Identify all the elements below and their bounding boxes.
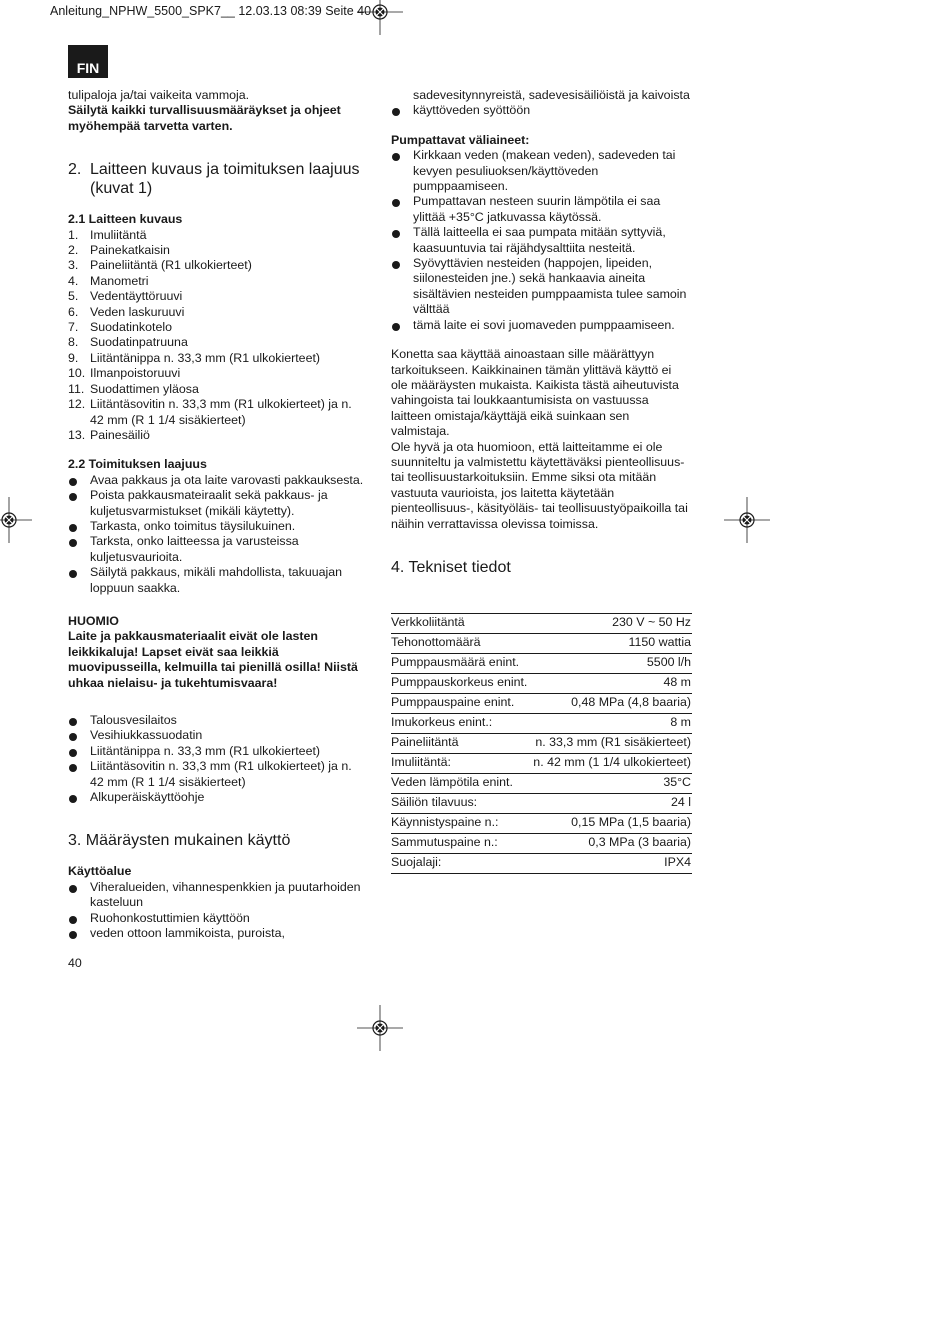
spec-label: Veden lämpötila enint.	[391, 774, 531, 794]
list-item: Säilytä pakkaus, mikäli mahdollista, takuuajan loppuun saakka.	[68, 565, 368, 596]
list-text: Suodatinkotelo	[90, 320, 172, 335]
list-item	[68, 397, 368, 428]
table-row	[391, 834, 692, 854]
list-item: Viheralueiden, vihannespenkkien ja puutarhoiden kasteluun	[68, 880, 368, 911]
list-text: 12.	[68, 397, 86, 412]
list-item	[68, 382, 368, 397]
spec-value: IPX4	[531, 854, 692, 874]
section-2-1-title: 2.1 Laitteen kuvaus	[68, 212, 183, 227]
section-4-title: 4. Tekniset tiedot	[391, 558, 511, 576]
table-row	[391, 774, 692, 794]
list-text: Liitäntänippa n. 33,3 mm (R1 ulkokierteet)	[90, 350, 321, 365]
table-row	[391, 614, 692, 634]
list-item: Talousvesilaitos	[68, 713, 368, 728]
table-row	[391, 634, 692, 654]
list-text: Veden laskuruuvi	[90, 304, 185, 319]
warning-text: Laite ja pakkausmateriaalit eivät ole lasten leikkikaluja! Lapset eivät saa leikkiä muovipusseilla, kelmuilla tai pienillä osilla! Niistä uhkaa nielaisu- ja tukehtumisvaara!	[68, 629, 358, 690]
intro-bold: Säilytä kaikki turvallisuusmääräykset ja ohjeet myöhempää tarvetta varten.	[68, 103, 341, 133]
spec-value: 24 l	[531, 794, 692, 814]
registration-mark-left	[0, 497, 32, 543]
table-row	[391, 674, 692, 694]
intro-text: tulipaloja ja/tai vaikeita vammoja.	[68, 88, 250, 102]
list-text: Painesäiliö	[90, 427, 150, 442]
table-row	[391, 734, 692, 754]
spec-value: n. 42 mm (1 1/4 ulkokierteet)	[531, 754, 692, 774]
section-2-heading	[68, 160, 368, 198]
list-item: Tarkasta, onko toimitus täysilukuinen.	[68, 519, 368, 534]
list-item: Syövyttävien nesteiden (happojen, lipeiden, siilonesteiden jne.) sekä hankaavia aineita sisältävien nesteiden pumppaamista tulee samoin välttää	[391, 256, 691, 318]
list-item: Poista pakkausmateiraalit sekä pakkaus- ja kuljetusvarmistukset (mikäli käytetty).	[68, 488, 368, 519]
section-3-subtitle: Käyttöalue	[68, 864, 132, 879]
list-text: Imuliitäntä	[90, 227, 147, 242]
table-row	[391, 694, 692, 714]
list-item: tämä laite ei sovi juomaveden pumppaamiseen.	[391, 318, 691, 333]
list-item: Pumpattavan nesteen suurin lämpötila ei saa ylittää +35°C jatkuvassa käytössä.	[391, 194, 691, 225]
spec-value: 0,3 MPa (3 baaria)	[531, 834, 692, 854]
list-item: Liitäntänippa n. 33,3 mm (R1 ulkokierteet)	[68, 744, 368, 759]
table-row	[391, 854, 692, 874]
table-row	[391, 654, 692, 674]
usage-list-continued	[391, 103, 691, 118]
language-badge: FIN	[68, 45, 108, 78]
list-item	[68, 320, 368, 335]
spec-label: Sammutuspaine n.:	[391, 834, 531, 854]
list-item: Alkuperäiskäyttöohje	[68, 790, 368, 805]
list-item	[68, 258, 368, 273]
list-item	[68, 351, 368, 366]
list-item	[68, 243, 368, 258]
spec-label: Verkkoliitäntä	[391, 614, 531, 634]
registration-mark-bottom	[357, 1005, 403, 1051]
spec-value: 5500 l/h	[531, 654, 692, 674]
list-item: Avaa pakkaus ja ota laite varovasti pakkauksesta.	[68, 473, 368, 488]
usage-paragraph-2: Ole hyvä ja ota huomioon, että laitteitamme ei ole suunniteltu ja valmistettu käytettäväksi pienteollisuus- tai teollisuustarkoituksiin. Emme siksi ota mitään vastuuta vaurioista, jos laitetta käytetään pienteollisuus-, käsityöläis- tai teollisuustyöpaikoilla tai näihin verrattavissa olevissa toimissa.	[391, 439, 688, 531]
delivery-contents	[68, 713, 368, 805]
media-title: Pumpattavat väliaineet:	[391, 132, 530, 147]
table-row	[391, 754, 692, 774]
list-text: 11.	[68, 381, 85, 396]
list-item: Liitäntäsovitin n. 33,3 mm (R1 ulkokierteet) ja n. 42 mm (R 1 1/4 sisäkierteet)	[68, 759, 368, 790]
list-text: 8.	[68, 335, 79, 350]
parts-list	[68, 228, 368, 444]
list-text: 5.	[68, 289, 79, 304]
page-number: 40	[68, 956, 82, 970]
right-column	[391, 88, 691, 577]
list-text: Ilmanpoistoruuvi	[90, 366, 181, 381]
list-text: Manometri	[90, 273, 149, 288]
list-text: 2.	[68, 243, 79, 258]
spec-label: Imukorkeus enint.:	[391, 714, 531, 734]
list-text: 4.	[68, 273, 79, 288]
list-item: Ruohonkostuttimien käyttöön	[68, 911, 368, 926]
list-text: 9.	[68, 350, 79, 365]
list-text: 6.	[68, 304, 79, 319]
list-item: Kirkkaan veden (makean veden), sadeveden tai kevyen pesuliuoksen/käyttöveden pumppaamiseen.	[391, 148, 691, 194]
spec-value: 230 V ~ 50 Hz	[531, 614, 692, 634]
spec-table	[391, 613, 692, 874]
table-row	[391, 794, 692, 814]
usage-list	[68, 880, 368, 942]
print-header: Anleitung_NPHW_5500_SPK7__ 12.03.13 08:39 Seite 40	[50, 4, 372, 18]
warning-title: HUOMIO	[68, 613, 119, 628]
list-item: veden ottoon lammikoista, puroista,	[68, 926, 368, 941]
media-list	[391, 148, 691, 333]
list-text: Paineliitäntä (R1 ulkokierteet)	[90, 258, 252, 273]
table-row	[391, 714, 692, 734]
spec-value: 35°C	[531, 774, 692, 794]
left-column	[68, 88, 368, 941]
list-item	[68, 428, 368, 443]
spec-label: Säiliön tilavuus:	[391, 794, 531, 814]
list-item	[68, 335, 368, 350]
spec-label: Paineliitäntä	[391, 734, 531, 754]
spec-value: 48 m	[531, 674, 692, 694]
section-3-title: 3. Määräysten mukainen käyttö	[68, 832, 291, 850]
spec-label: Tehonottomäärä	[391, 634, 531, 654]
usage-paragraph-1: Konetta saa käyttää ainoastaan sille määrättyyn tarkoitukseen. Kaikkinainen tämän ylittävä käyttö ei ole määräysten mukaista. Kaikista tästä aiheutuvista vahingoista tai loukkaantumisista on vastuussa laitteen omistaja/käyttäjä eikä suinkaan sen valmistaja.	[391, 347, 679, 439]
spec-label: Pumppauskorkeus enint.	[391, 674, 531, 694]
list-text: 13.	[68, 427, 86, 442]
spec-value: 1150 wattia	[531, 634, 692, 654]
list-item: Tällä laitteella ei saa pumpata mitään syttyviä, kaasuuntuvia tai räjähdysalttiita nesteitä.	[391, 225, 691, 256]
list-item	[68, 228, 368, 243]
table-row	[391, 814, 692, 834]
list-text: Liitäntäsovitin n. 33,3 mm (R1 ulkokierteet) ja n. 42 mm (R 1 1/4 sisäkierteet)	[90, 397, 352, 427]
spec-label: Pumppauspaine enint.	[391, 694, 531, 714]
list-text: 1.	[68, 227, 79, 242]
list-item	[68, 305, 368, 320]
list-item	[68, 289, 368, 304]
registration-mark-top	[357, 0, 403, 35]
usage-continued: sadevesitynnyreistä, sadevesisäiliöistä ja kaivoista	[413, 88, 690, 102]
spec-value: 0,15 MPa (1,5 baaria)	[531, 814, 692, 834]
spec-label: Suojalaji:	[391, 854, 531, 874]
list-item: käyttöveden syöttöön	[391, 103, 691, 118]
list-item	[68, 274, 368, 289]
list-text: Painekatkaisin	[90, 243, 170, 258]
registration-mark-right	[724, 497, 770, 543]
list-text: Vedentäyttöruuvi	[90, 289, 183, 304]
list-item: Tarksta, onko laitteessa ja varusteissa kuljetusvaurioita.	[68, 534, 368, 565]
section-2-number: 2.	[68, 161, 82, 179]
delivery-steps	[68, 473, 368, 596]
spec-label: Pumppausmäärä enint.	[391, 654, 531, 674]
list-text: Suodattimen yläosa	[90, 381, 199, 396]
section-2-title: Laitteen kuvaus ja toimituksen laajuus (kuvat 1)	[90, 161, 360, 198]
section-2-2-title: 2.2 Toimituksen laajuus	[68, 457, 207, 472]
spec-label: Imuliitäntä:	[391, 754, 531, 774]
spec-value: 8 m	[531, 714, 692, 734]
spec-value: n. 33,3 mm (R1 sisäkierteet)	[531, 734, 692, 754]
list-text: 3.	[68, 258, 79, 273]
list-text: 10.	[68, 366, 86, 381]
spec-label: Käynnistyspaine n.:	[391, 814, 531, 834]
list-item: Vesihiukkassuodatin	[68, 728, 368, 743]
list-text: Suodatinpatruuna	[90, 335, 188, 350]
list-text: 7.	[68, 320, 79, 335]
spec-value: 0,48 MPa (4,8 baaria)	[531, 694, 692, 714]
list-item	[68, 366, 368, 381]
